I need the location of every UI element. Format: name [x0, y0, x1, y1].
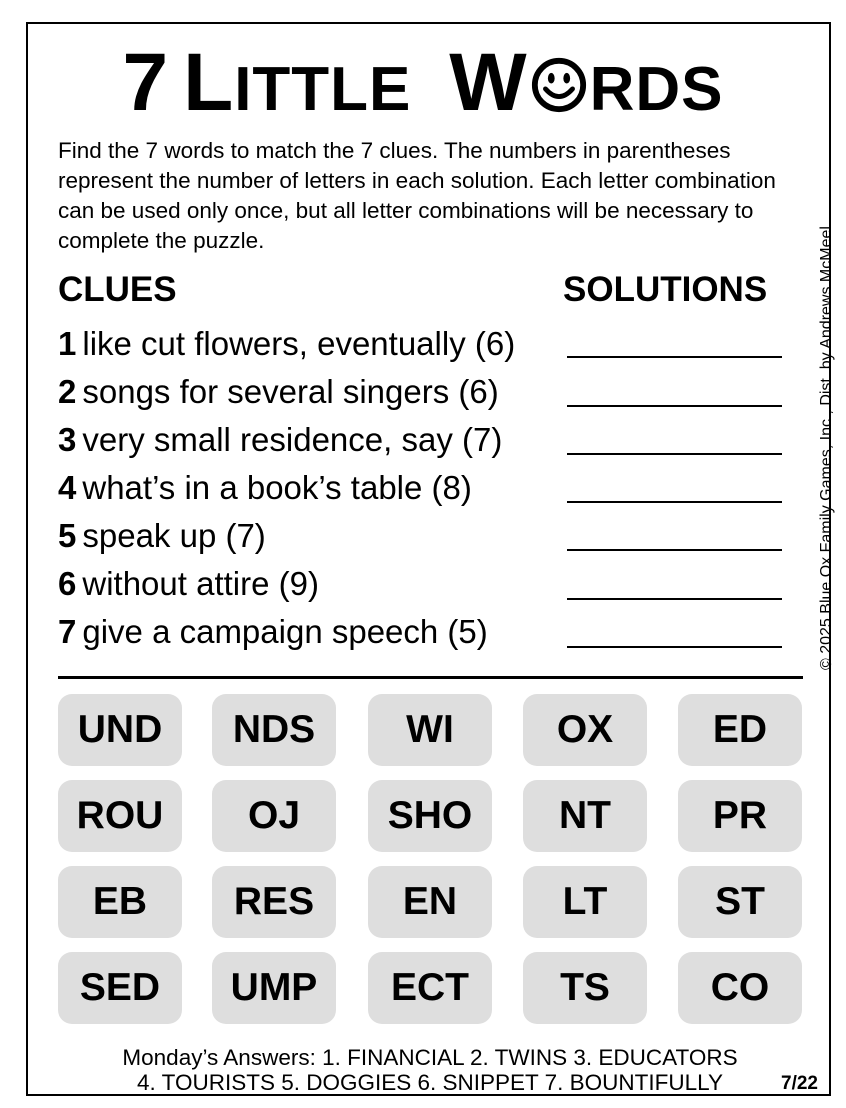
- solution-line-2[interactable]: [567, 405, 782, 407]
- letter-tile[interactable]: ROU: [58, 780, 182, 852]
- letter-tile[interactable]: TS: [523, 952, 647, 1024]
- letter-tile[interactable]: PR: [678, 780, 802, 852]
- smiley-face-icon: [530, 56, 588, 114]
- letter-tile[interactable]: WI: [368, 694, 492, 766]
- title-word2-rest: RDS: [589, 55, 724, 124]
- solution-line-5[interactable]: [567, 549, 782, 551]
- letter-tile[interactable]: OX: [523, 694, 647, 766]
- clue-number: 2: [58, 373, 77, 410]
- clue-2: [58, 372, 499, 412]
- letter-tile[interactable]: EB: [58, 866, 182, 938]
- title-word1-capital: L: [183, 37, 235, 128]
- instructions-text: Find the 7 words to match the 7 clues. The numbers in parentheses represent the number of letters in each solution. Each letter combination can be used only once, but all letter combinations will be necessary to complete the puzzle.: [58, 138, 776, 253]
- clue-text: speak up (7): [82, 517, 266, 554]
- letter-tile[interactable]: ECT: [368, 952, 492, 1024]
- title-word2-capital: W: [449, 37, 528, 128]
- clue-text: what’s in a book’s table (8): [82, 469, 472, 506]
- clue-text: without attire (9): [82, 565, 319, 602]
- letter-tile[interactable]: NDS: [212, 694, 336, 766]
- title-word1-rest: ITTLE: [234, 55, 412, 124]
- letter-tile[interactable]: CO: [678, 952, 802, 1024]
- clue-text: very small residence, say (7): [82, 421, 503, 458]
- puzzle-title: [0, 38, 846, 135]
- clue-number: 6: [58, 565, 77, 602]
- letter-tile[interactable]: NT: [523, 780, 647, 852]
- solution-line-4[interactable]: [567, 501, 782, 503]
- clue-number: 4: [58, 469, 77, 506]
- clue-number: 3: [58, 421, 77, 458]
- clue-number: 1: [58, 325, 77, 362]
- previous-answers-line-2: 4. TOURISTS 5. DOGGIES 6. SNIPPET 7. BOUNTIFULLY: [137, 1070, 723, 1095]
- clue-number: 7: [58, 613, 77, 650]
- solutions-heading: SOLUTIONS: [563, 270, 768, 309]
- letter-tile[interactable]: SHO: [368, 780, 492, 852]
- copyright-notice: © 2025 Blue Ox Family Games, Inc., Dist. by Andrews McMeel: [818, 226, 835, 670]
- clue-4: [58, 468, 472, 508]
- letter-tile[interactable]: RES: [212, 866, 336, 938]
- clue-text: give a campaign speech (5): [82, 613, 488, 650]
- clue-3: [58, 420, 502, 460]
- letter-tile[interactable]: LT: [523, 866, 647, 938]
- letter-tile[interactable]: ED: [678, 694, 802, 766]
- clue-number: 5: [58, 517, 77, 554]
- clue-7: [58, 612, 488, 652]
- letter-tile[interactable]: ST: [678, 866, 802, 938]
- clues-heading: CLUES: [58, 270, 177, 309]
- clue-text: songs for several singers (6): [82, 373, 499, 410]
- letter-tile[interactable]: UND: [58, 694, 182, 766]
- solution-line-7[interactable]: [567, 646, 782, 648]
- title-number: 7: [122, 37, 170, 128]
- clue-6: [58, 564, 319, 604]
- previous-answers-line-1: Monday’s Answers: 1. FINANCIAL 2. TWINS 3. EDUCATORS: [122, 1045, 738, 1070]
- solution-line-1[interactable]: [567, 356, 782, 358]
- clue-5: [58, 516, 266, 556]
- clue-text: like cut flowers, eventually (6): [82, 325, 516, 362]
- solution-line-6[interactable]: [567, 598, 782, 600]
- clue-1: [58, 324, 515, 364]
- section-divider: [58, 676, 803, 679]
- solution-line-3[interactable]: [567, 453, 782, 455]
- letter-tile[interactable]: OJ: [212, 780, 336, 852]
- letter-tile[interactable]: EN: [368, 866, 492, 938]
- puzzle-date: 7/22: [781, 1073, 818, 1094]
- letter-tile[interactable]: UMP: [212, 952, 336, 1024]
- letter-tile[interactable]: SED: [58, 952, 182, 1024]
